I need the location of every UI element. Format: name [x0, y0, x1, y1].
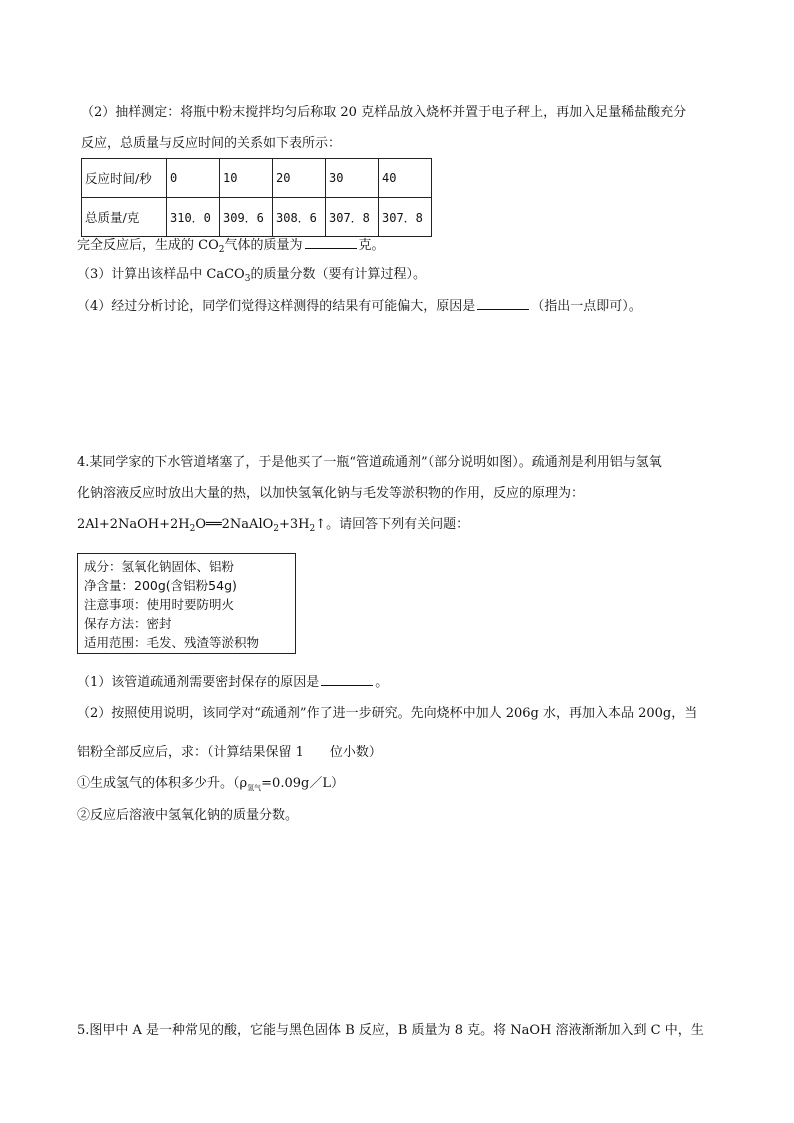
table-cell: 307．8: [326, 198, 379, 237]
table-row-header: 总质量/克: [82, 198, 167, 237]
answer-blank[interactable]: [477, 297, 529, 310]
q3-post: 的质量分数（要有计算过程）。: [250, 267, 426, 282]
table-cell: 30: [326, 159, 379, 198]
table-row: [82, 198, 432, 237]
label-line: 适用范围：毛发、残渣等淤积物: [84, 635, 260, 650]
table-row: [82, 159, 432, 198]
problem4-line1: 4.某同学家的下水管道堵塞了，于是他买了一瓶“管道疏通剂”（部分说明如图）。疏通剂是利用铝与氢氧: [77, 455, 662, 470]
problem4-sub1-post: =0.09g／L）: [261, 776, 344, 791]
problem4-q2-line2: 铝粉全部反应后，求：（计算结果保留 1 位小数）: [77, 745, 382, 760]
problem4-sub1: [77, 775, 344, 793]
table-cell: 40: [379, 159, 432, 198]
reaction-equation: [77, 516, 469, 534]
q4a-post: （指出一点即可）。: [531, 299, 642, 314]
q2-intro-line1: （2）抽样测定：将瓶中粉末搅拌均匀后称取 20 克样品放入烧杯并置于电子秤上，再加入足量稀盐酸充分: [81, 105, 687, 120]
q4a-line: [77, 297, 642, 316]
table-cell: 307．8: [379, 198, 432, 237]
problem4-line2: 化钠溶液反应时放出大量的热，以加快氢氧化钠与毛发等淤积物的作用，反应的原理为：: [77, 486, 585, 501]
q2-result-post: 气体的质量为: [224, 238, 303, 253]
label-line: 保存方法：密封: [84, 616, 172, 631]
problem4-q1: [77, 673, 388, 692]
problem5-line1: 5.图甲中 A 是一种常见的酸，它能与黑色固体 B 反应，B 质量为 8 克。将 NaOH 溶液渐渐加入到 C 中，生: [77, 1023, 704, 1038]
problem4-q2-line1: （2）按照使用说明，该同学对“疏通剂”作了进一步研究。先向烧杯中加人 206g 水，再加入本品 200g，当: [77, 706, 698, 721]
q3-sub: 3: [244, 274, 251, 284]
table-cell: 20: [273, 159, 326, 198]
q2-result-sub: 2: [218, 245, 225, 255]
answer-blank[interactable]: [305, 236, 357, 249]
mass-time-table: [81, 158, 432, 237]
table-cell: 309．6: [220, 198, 273, 237]
label-line: 净含量：200g(含铝粉54g): [84, 578, 237, 593]
problem4-q1-pre: （1）该管道疏通剂需要密封保存的原因是: [77, 675, 320, 690]
problem4-sub1-pre: ①生成氢气的体积多少升。（ρ: [77, 776, 248, 791]
table-cell: 0: [167, 159, 220, 198]
label-line: 成分：氢氧化钠固体、铝粉: [84, 559, 235, 574]
table-cell: 310．0: [167, 198, 220, 237]
q2-intro-line2: 反应，总质量与反应时间的关系如下表所示：: [81, 136, 342, 151]
q2-result-unit: 克。: [358, 238, 385, 253]
label-line: 注意事项：使用时要防明火: [84, 597, 235, 612]
equation-part: O══2NaAlO: [195, 517, 274, 532]
equation-part: ↑。请回答下列有关问题：: [315, 517, 470, 532]
problem4-q1-post: 。: [375, 675, 389, 690]
table-cell: 10: [220, 159, 273, 198]
q3-line: [77, 266, 426, 284]
equation-part: 2Al+2NaOH+2H: [77, 517, 190, 532]
q2-result-line: [77, 236, 385, 255]
table-cell: 308．6: [273, 198, 326, 237]
answer-blank[interactable]: [321, 673, 373, 686]
equation-sub: 2: [273, 524, 279, 534]
problem4-sub1-sub: 氢气: [247, 784, 262, 792]
table-row-header: 反应时间/秒: [82, 159, 167, 198]
equation-sub: 2: [309, 524, 316, 534]
q4a-pre: （4）经过分析讨论，同学们觉得这样测得的结果有可能偏大，原因是: [77, 299, 476, 314]
q3-pre: （3）计算出该样品中 CaCO: [77, 267, 245, 282]
problem4-sub2: ②反应后溶液中氢氧化钠的质量分数。: [77, 808, 299, 823]
q2-result-pre: 完全反应后，生成的 CO: [77, 238, 219, 253]
equation-sub: 2: [189, 524, 196, 534]
product-label-box: [77, 553, 296, 654]
equation-part: +3H: [279, 517, 310, 532]
